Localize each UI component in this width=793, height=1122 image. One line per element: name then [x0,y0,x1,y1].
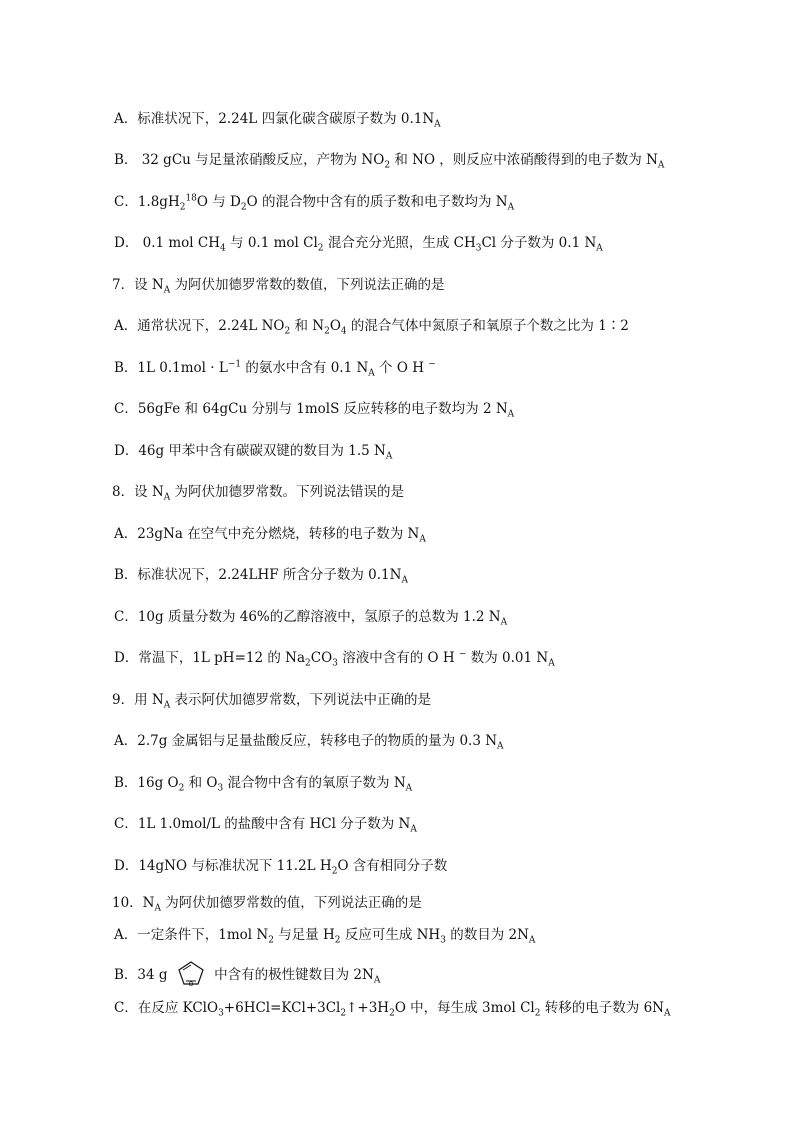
option-line: A．标准状况下，2.24L 四氯化碳含碳原子数为 $0.1N_A$ [114,111,441,130]
option-line: C．在反应 $KClO_3+6HCl=KCl+3Cl_2↑+3H_2O$ 中，每生成 3mol $Cl_2$ 转移的电子数为 $6N_A$ [114,1000,671,1019]
option-line: A．23gNa 在空气中充分燃烧，转移的电子数为 $N_A$ [114,526,426,545]
option-line: B．16g $O_2$ 和 $O_3$ 混合物中含有的氧原子数为 $N_A$ [114,775,413,794]
option-line: A．一定条件下，1mol $N_2$ 与足量 $H_2$ 反应可生成 $NH_3$ 的数目为 $2N_A$ [114,927,536,946]
option-line: B．标准状况下，2.24LHF 所含分子数为 $0.1N_A$ [114,567,408,586]
option-line: C．$1.8gH_2^{18}O$ 与 $D_2O$ 的混合物中含有的质子数和电子数均为 $N_A$ [114,193,515,213]
option-line: D． 0.1 mol $CH_4$ 与 0.1 mol $Cl_2$ 混合充分光照，生成 $CH_3Cl$ 分子数为 0.1 $N_A$ [114,235,603,254]
question-stem: 7．设 $N_A$ 为阿伏加德罗常数的数值，下列说法正确的是 [112,277,445,296]
option-line: A．通常状况下，2.24L $NO_2$ 和 $N_2O_4$ 的混合气体中氮原子和氧原子个数之比为 1∶2 [114,318,629,337]
furan-ring-structure [176,960,206,991]
option-line: D．46g 甲苯中含有碳碳双键的数目为 1.5 $N_A$ [114,443,393,462]
option-line: C．10g 质量分数为 46%的乙醇溶液中，氢原子的总数为 1.2 $N_A$ [114,609,508,628]
question-stem: 8．设 $N_A$ 为阿伏加德罗常数。下列说法错误的是 [112,484,404,503]
option-line: B．1L $0.1mol \cdot L^{-1}$ 的氨水中含有 0.1 $N_A$ 个 O H − [114,359,436,379]
option-line: C．56gFe 和 64gCu 分别与 1molS 反应转移的电子数均为 2 $N_A$ [114,401,515,420]
question-stem: 10．$N_A$ 为阿伏加德罗常数的值，下列说法正确的是 [112,895,422,914]
option-line: A．2.7g 金属铝与足量盐酸反应，转移电子的物质的量为 0.3 $N_A$ [114,733,504,752]
svg-text:O: O [188,981,194,986]
option-line: B．34 g O 中含有的极性键数目为 $2N_A$ [114,960,380,991]
option-line: D．14gNO 与标准状况下 11.2L $H_2O$ 含有相同分子数 [114,858,448,877]
option-line: C．1L 1.0mol/L 的盐酸中含有 HCl 分子数为 $N_A$ [114,816,417,835]
option-line: B． 32 gCu 与足量浓硝酸反应，产物为 $NO_2$ 和 NO ，则反应中浓硝酸得到的电子数为 $N_A$ [114,152,665,171]
option-line: D．常温下，1L pH=12 的 $Na_2CO_3$ 溶液中含有的 O H − 数为 0.01 $N_A$ [114,649,555,669]
question-stem: 9．用 $N_A$ 表示阿伏加德罗常数，下列说法中正确的是 [112,692,431,711]
